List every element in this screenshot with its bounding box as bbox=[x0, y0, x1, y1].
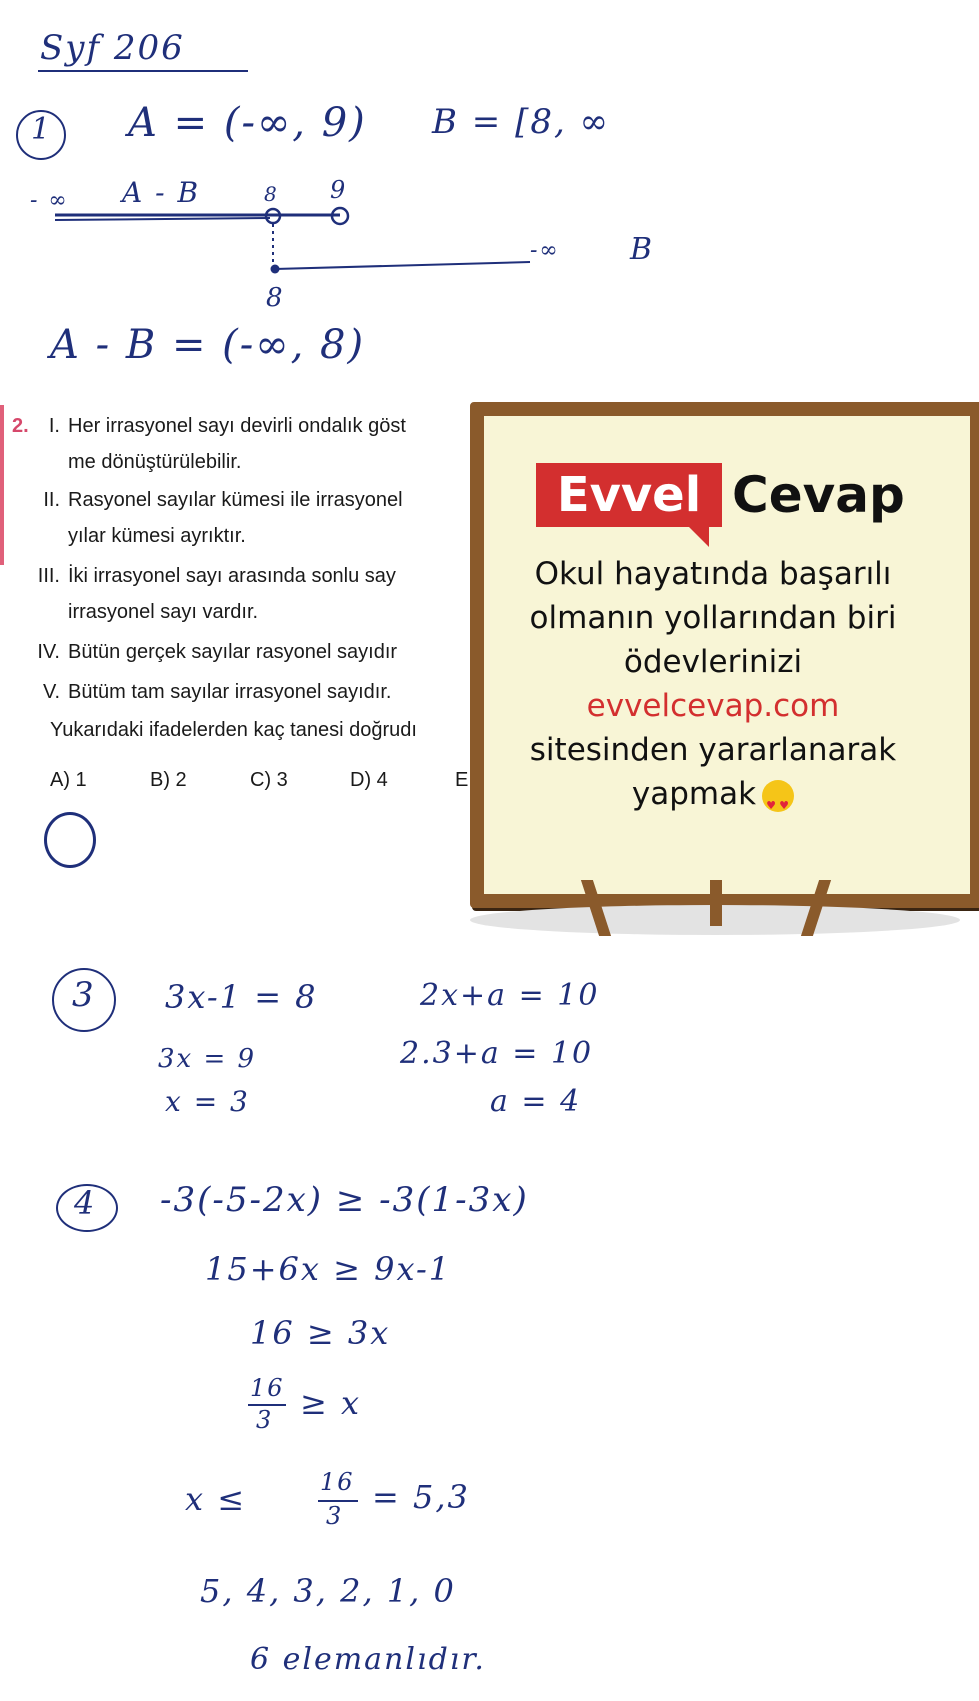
q4-line-5-denominator: 3 bbox=[326, 1502, 344, 1530]
q2-answer-circle bbox=[44, 812, 96, 868]
q3-step-1: 3x = 9 bbox=[158, 1044, 257, 1074]
q1-tick-8: 8 bbox=[264, 182, 279, 206]
promo-line-5: yapmak bbox=[631, 776, 757, 812]
q1-set-a: A = (-∞, 9) bbox=[128, 100, 367, 146]
q4-line-4-denominator: 3 bbox=[256, 1406, 274, 1434]
promo-line-5-row bbox=[484, 772, 942, 816]
q4-line-3: 16 ≥ 3x bbox=[250, 1314, 391, 1352]
promo-line-4: sitesinden yararlanarak bbox=[529, 732, 897, 768]
q2-item-5: V. Bütüm tam sayılar irrasyonel sayıdır. bbox=[42, 681, 392, 703]
q3-step-2: x = 3 bbox=[165, 1085, 250, 1118]
q1-result: A - B = (-∞, 8) bbox=[50, 322, 366, 368]
q4-line-1: -3(-5-2x) ≥ -3(1-3x) bbox=[160, 1180, 529, 1220]
promo-url-link[interactable]: evvelcevap.com bbox=[586, 688, 840, 724]
q1-number: 1 bbox=[31, 112, 53, 147]
q2-item-3: III. İki irrasyonel sayı arasında sonlu say bbox=[37, 565, 396, 587]
q4-line-6: 5, 4, 3, 2, 1, 0 bbox=[200, 1572, 456, 1610]
q3-step-4: a = 4 bbox=[490, 1084, 582, 1119]
promo-line-2: olmanın yollarından biri bbox=[529, 600, 897, 636]
q1-set-b: B = [8, ∞ bbox=[432, 102, 610, 142]
q2-item-4: IV. Bütün gerçek sayılar rasyonel sayıdır bbox=[37, 641, 398, 663]
q4-line-5-pre: x ≤ bbox=[185, 1480, 247, 1518]
q2-option-c: C) 3 bbox=[250, 769, 288, 791]
q4-number: 4 bbox=[74, 1184, 97, 1222]
q1-number-line bbox=[0, 190, 979, 300]
logo-speech-tail bbox=[689, 527, 709, 547]
q1-line-a-label: A - B bbox=[122, 176, 201, 209]
promo-text bbox=[484, 552, 942, 816]
q1-line-b-label: B bbox=[630, 232, 655, 267]
q4-line-5-numerator: 16 bbox=[320, 1468, 355, 1496]
header-underline bbox=[38, 70, 248, 72]
line-a-shade bbox=[55, 218, 270, 220]
line-b-ray bbox=[275, 262, 530, 269]
q2-item-1b: me dönüştürülebilir. bbox=[68, 451, 242, 473]
q2-number-label: 2. bbox=[12, 415, 29, 437]
logo-cevap: Cevap bbox=[732, 466, 905, 524]
board-leg-middle bbox=[710, 880, 722, 926]
q2-item-2: II. Rasyonel sayılar kümesi ile irrasyonel bbox=[43, 489, 403, 511]
q2-option-a: A) 1 bbox=[50, 769, 87, 791]
q3-equation-1: 3x-1 = 8 bbox=[165, 978, 318, 1016]
q4-line-2: 15+6x ≥ 9x-1 bbox=[205, 1250, 452, 1288]
q2-question: Yukarıdaki ifadelerden kaç tanesi doğrudı bbox=[50, 719, 417, 741]
promo-line-3: ödevlerinizi bbox=[623, 644, 803, 680]
promo-line-1: Okul hayatında başarılı bbox=[534, 556, 892, 592]
q2-item-1: I. Her irrasyonel sayı devirli ondalık göst bbox=[48, 415, 406, 437]
heart-eyes-emoji-icon bbox=[762, 780, 794, 812]
q2-option-b: B) 2 bbox=[150, 769, 187, 791]
q2-option-e: E bbox=[455, 769, 469, 791]
q1-neg-inf-left: - ∞ bbox=[30, 188, 69, 213]
q3-number: 3 bbox=[72, 975, 96, 1015]
page-header: Syf 206 bbox=[40, 28, 185, 68]
q2-option-d: D) 4 bbox=[350, 769, 388, 791]
logo-evvel: Evvel bbox=[536, 463, 722, 527]
promo-board bbox=[470, 402, 979, 908]
q4-line-4-numerator: 16 bbox=[250, 1374, 285, 1402]
q3-equation-2: 2x+a = 10 bbox=[420, 978, 600, 1013]
q4-line-5-post: = 5,3 bbox=[372, 1478, 470, 1516]
q4-line-7: 6 elemanlıdır. bbox=[250, 1642, 486, 1677]
q1-point-8-label: 8 bbox=[266, 283, 285, 313]
q1-tick-9: 9 bbox=[330, 176, 348, 204]
q3-step-3: 2.3+a = 10 bbox=[400, 1036, 594, 1071]
q1-line-b-neg-inf: -∞ bbox=[530, 238, 560, 263]
q2-item-3b: irrasyonel sayı vardır. bbox=[68, 601, 259, 623]
q2-item-2b: yılar kümesi ayrıktır. bbox=[68, 525, 246, 547]
q4-line-4-rest: ≥ x bbox=[300, 1384, 362, 1422]
